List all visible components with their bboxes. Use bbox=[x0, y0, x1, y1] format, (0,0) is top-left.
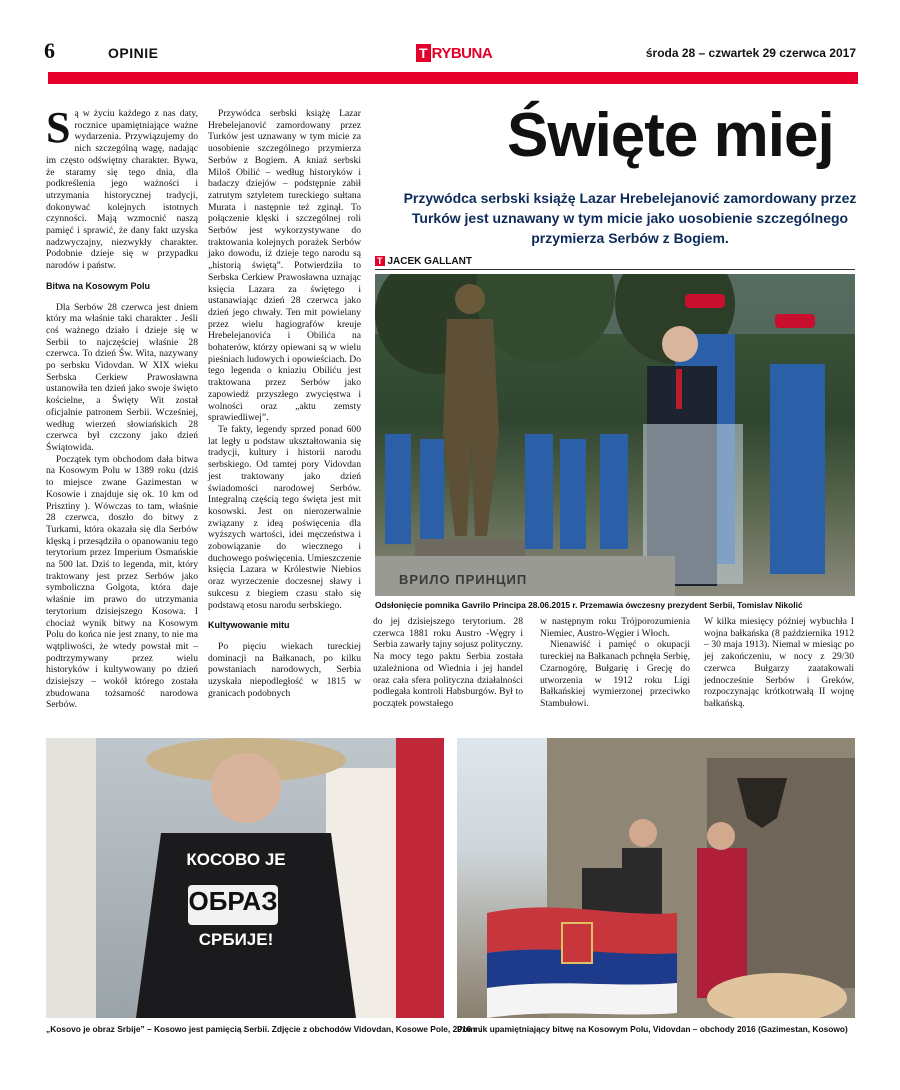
byline-mark: T bbox=[377, 256, 383, 266]
shirt-text-line-1: КОСОВО ЈЕ bbox=[186, 850, 286, 869]
paragraph: Początek tym obchodom dała bitwa na Kosowym Polu w 1389 roku (dziś to miejsce zwane Gazimestan w Kosowie i znajduje się ok. 10 km od Prisztiny ). Wówczas to tam, właśnie 28 czerwca, doszło do bitwy z Turkami, która okazała się dla Serbów klęską i przesądziła o opanowaniu tego terytorium przez Imperium Osmańskie na 500 lat. Dziś to legenda, mit, który traktowany jest przez Serbów jako symboliczna Golgota, która daje właśnie im prawo do utrzymania terytorium dzisiejszego Kosowa. I chociaż wynik bitwy na Kosowym Polu do końca nie jest znany, to nie ma wątpliwości, że wtedy powstał mit – podtrzymywany przez wielu historyków i kultywowany po dzień dzisiejszy – wokół którego została zbudowana tożsamość narodowa Serbów. bbox=[46, 453, 198, 711]
header-red-bar bbox=[48, 72, 858, 84]
article-column-5 bbox=[704, 616, 854, 710]
byline bbox=[375, 256, 855, 270]
article-column-3 bbox=[373, 616, 523, 710]
crowd-photo-caption: „Kosovo je obraz Srbije” – Kosowo jest pamięcią Serbii. Zdjęcie z obchodów Vidovdan, Kosowe Pole, 2016 r . bbox=[46, 1024, 482, 1034]
paragraph: Te fakty, legendy sprzed ponad 600 lat legły u podstaw ukształtowania się tradycji, kultury i historii narodu serbskiego. Od tamtej pory Vidovdan jest traktowany jako dzień świadomości narodowej Serbów. Integralną częścią tego święta jest mit kosowski. Jest on nierozerwalnie związany z ideą poświęcenia dla wyższych wartości, idei męczeństwa i zobowiązanie do wiecznego i duchowego poświęcenia. Umieszczenie księcia Lazara w Królestwie Niebios oraz wyrzeczenie doczesnej sławy i sukcesu z biegiem czasu stało się podstawą etosu narodu serbskiego. bbox=[208, 423, 361, 611]
headline: Święte miej bbox=[507, 101, 834, 170]
dropcap: S bbox=[46, 103, 71, 152]
logo-text: RYBUNA bbox=[431, 44, 493, 62]
paragraph: W kilka miesięcy później wybuchła I wojna bałkańska (8 października 1912 – 30 maja 1913). Niemal w miesiąc po jej zakończeniu, w nocy z 29/30 czerwca Bułgarzy zaatakowali jednocześnie Serbów i Greków, rozpoczynając krótkotrwałą II wojnę bałkańską. bbox=[704, 616, 854, 709]
article-column-2 bbox=[208, 108, 361, 699]
monument-photo bbox=[457, 738, 855, 1018]
author-name: JACEK GALLANT bbox=[387, 256, 472, 267]
paragraph: do jej dzisiejszego terytorium. 28 czerwca 1881 roku Austro -Węgry i Serbia zawarły tajny sojusz polityczny. Na mocy tego paktu Serbia została uzależniona od Wiednia i jej handel oraz cała sfera polityczna działalności podlegała kontroli Habsburgów. Był to początek powstałego bbox=[373, 616, 523, 709]
pedestal-inscription: ВРИЛО ПРИНЦИП bbox=[399, 572, 528, 587]
monument-photo-caption: Pomnik upamiętniający bitwę na Kosowym Polu, Vidovdan – obchody 2016 (Gazimestan, Kosowo) bbox=[457, 1024, 848, 1034]
newspaper-logo bbox=[416, 42, 492, 64]
lead-paragraph: Przywódca serbski książę Lazar Hrebelejanović zamordowany przez Turków jest uznawany w tym micie jako uosobienie szczególnego przymierza Serbów z Bogiem. bbox=[403, 190, 857, 246]
intro-paragraph: ą w życiu każdego z nas daty, rocznice upamiętniające ważne wydarzenia. Przywiązujemy do nich szczególną wagę, nadając im często odświętny charakter. Bywa, że staramy się tego dnia, dla podkreślenia jego ważności i utrzymania historycznej tradycji, dokonywać kolejnych istotnych czynności. Mają wzmocnić naszą pamięć i sprawić, że dany fakt uzyska nadzwyczajny, niezwykły charakter. Podobnie dzieje się w przypadku narodów i państw. bbox=[46, 108, 198, 272]
paragraph: Nienawiść i pamięć o okupacji tureckiej na Bałkanach pchnęła Serbię, Czarnogórę, Bułgarię i Grecję do utworzenia w 1912 roku Ligi Bałkańskiej wymierzonej przeciwko Stambułowi. bbox=[540, 639, 690, 709]
article-column-4 bbox=[540, 616, 690, 710]
monument-photo-scene bbox=[457, 738, 855, 1018]
article-column-1 bbox=[46, 103, 198, 711]
issue-date: środa 28 – czwartek 29 czerwca 2017 bbox=[645, 46, 856, 60]
page-number: 6 bbox=[44, 38, 55, 63]
paragraph: Przywódca serbski książę Lazar Hrebelejanović zamordowany przez Turków jest uznawany w tym micie za uosobienie szczególnego przymierza Serbów z Bogiem. A kniaź serbski Miloš Obilić – według historyków i badaczy dziejów – podstępnie zabił zatrutym sztyletem tureckiego sułtana Murata i następnie też zginął. To połączenie klęski i szczególnej roli Serbów jest wykorzystywane do traktowania kolejnych porażek Serbów jako dowodu, iż dzieje tego narodu są „historią świętą”. Potwierdziła to Serbska Cerkiew Prawosławna uznając księcia Lazara za świętego i ustanawiając dzień 28 czerwca jako dzień jego chwały. Ten mit powielany przez wielu hagiografów kreuje Hrebelejanovića i Obilića na bohaterów, którzy opiewani są w wielu pieśniach ludowych i opowieściach. Do tego legenda o kniaziu Obiliću jest traktowana przez Serbów jako zapowiedź przyszłego zwycięstwa i wolności oraz „aktu zemsty sprawiedliwej”. bbox=[208, 108, 361, 424]
main-photo bbox=[375, 274, 855, 596]
logo-mark: T bbox=[416, 44, 431, 62]
subheading-myth: Kultywowanie mitu bbox=[208, 620, 290, 631]
crowd-photo-scene bbox=[46, 738, 444, 1018]
paragraph: Po pięciu wiekach tureckiej dominacji na Bałkanach, po kilku powstaniach narodowych, Serbia uzyskała niepodległość w 1815 w granicach podobnych bbox=[208, 640, 361, 699]
main-photo-caption: Odsłonięcie pomnika Gavrilo Principa 28.06.2015 r. Przemawia ówczesny prezydent Serbii, Tomislav Nikolić bbox=[375, 600, 803, 610]
paragraph: w następnym roku Trójporozumienia Niemiec, Austro-Węgier i Włoch. bbox=[540, 616, 690, 639]
section-title: OPINIE bbox=[108, 45, 159, 61]
crowd-photo bbox=[46, 738, 444, 1018]
shirt-text-line-3: СРБИЈЕ! bbox=[198, 930, 274, 949]
subheading-battle: Bitwa na Kosowym Polu bbox=[46, 280, 151, 291]
paragraph: Dla Serbów 28 czerwca jest dniem który ma właśnie taki charakter . Jeśli coś ważnego działo i dzieje się w Serbii to najczęściej właśnie 28 czerwca. To dzień Św. Wita, nazywany po serbsku Vidovdan. W XIX wieku Serbska Cerkiew Prawosławna ustanowiła ten dzień jako swoje święto kościelne, a Święty Wit został oficjalnie patronem Serbii. Wcześniej, według wierzeń słowiańskich 28 czerwca był czczony jako dzień Świątowida. bbox=[46, 301, 198, 453]
main-photo-scene bbox=[375, 274, 855, 596]
shirt-text-line-2: ОБРАЗ bbox=[188, 886, 278, 916]
